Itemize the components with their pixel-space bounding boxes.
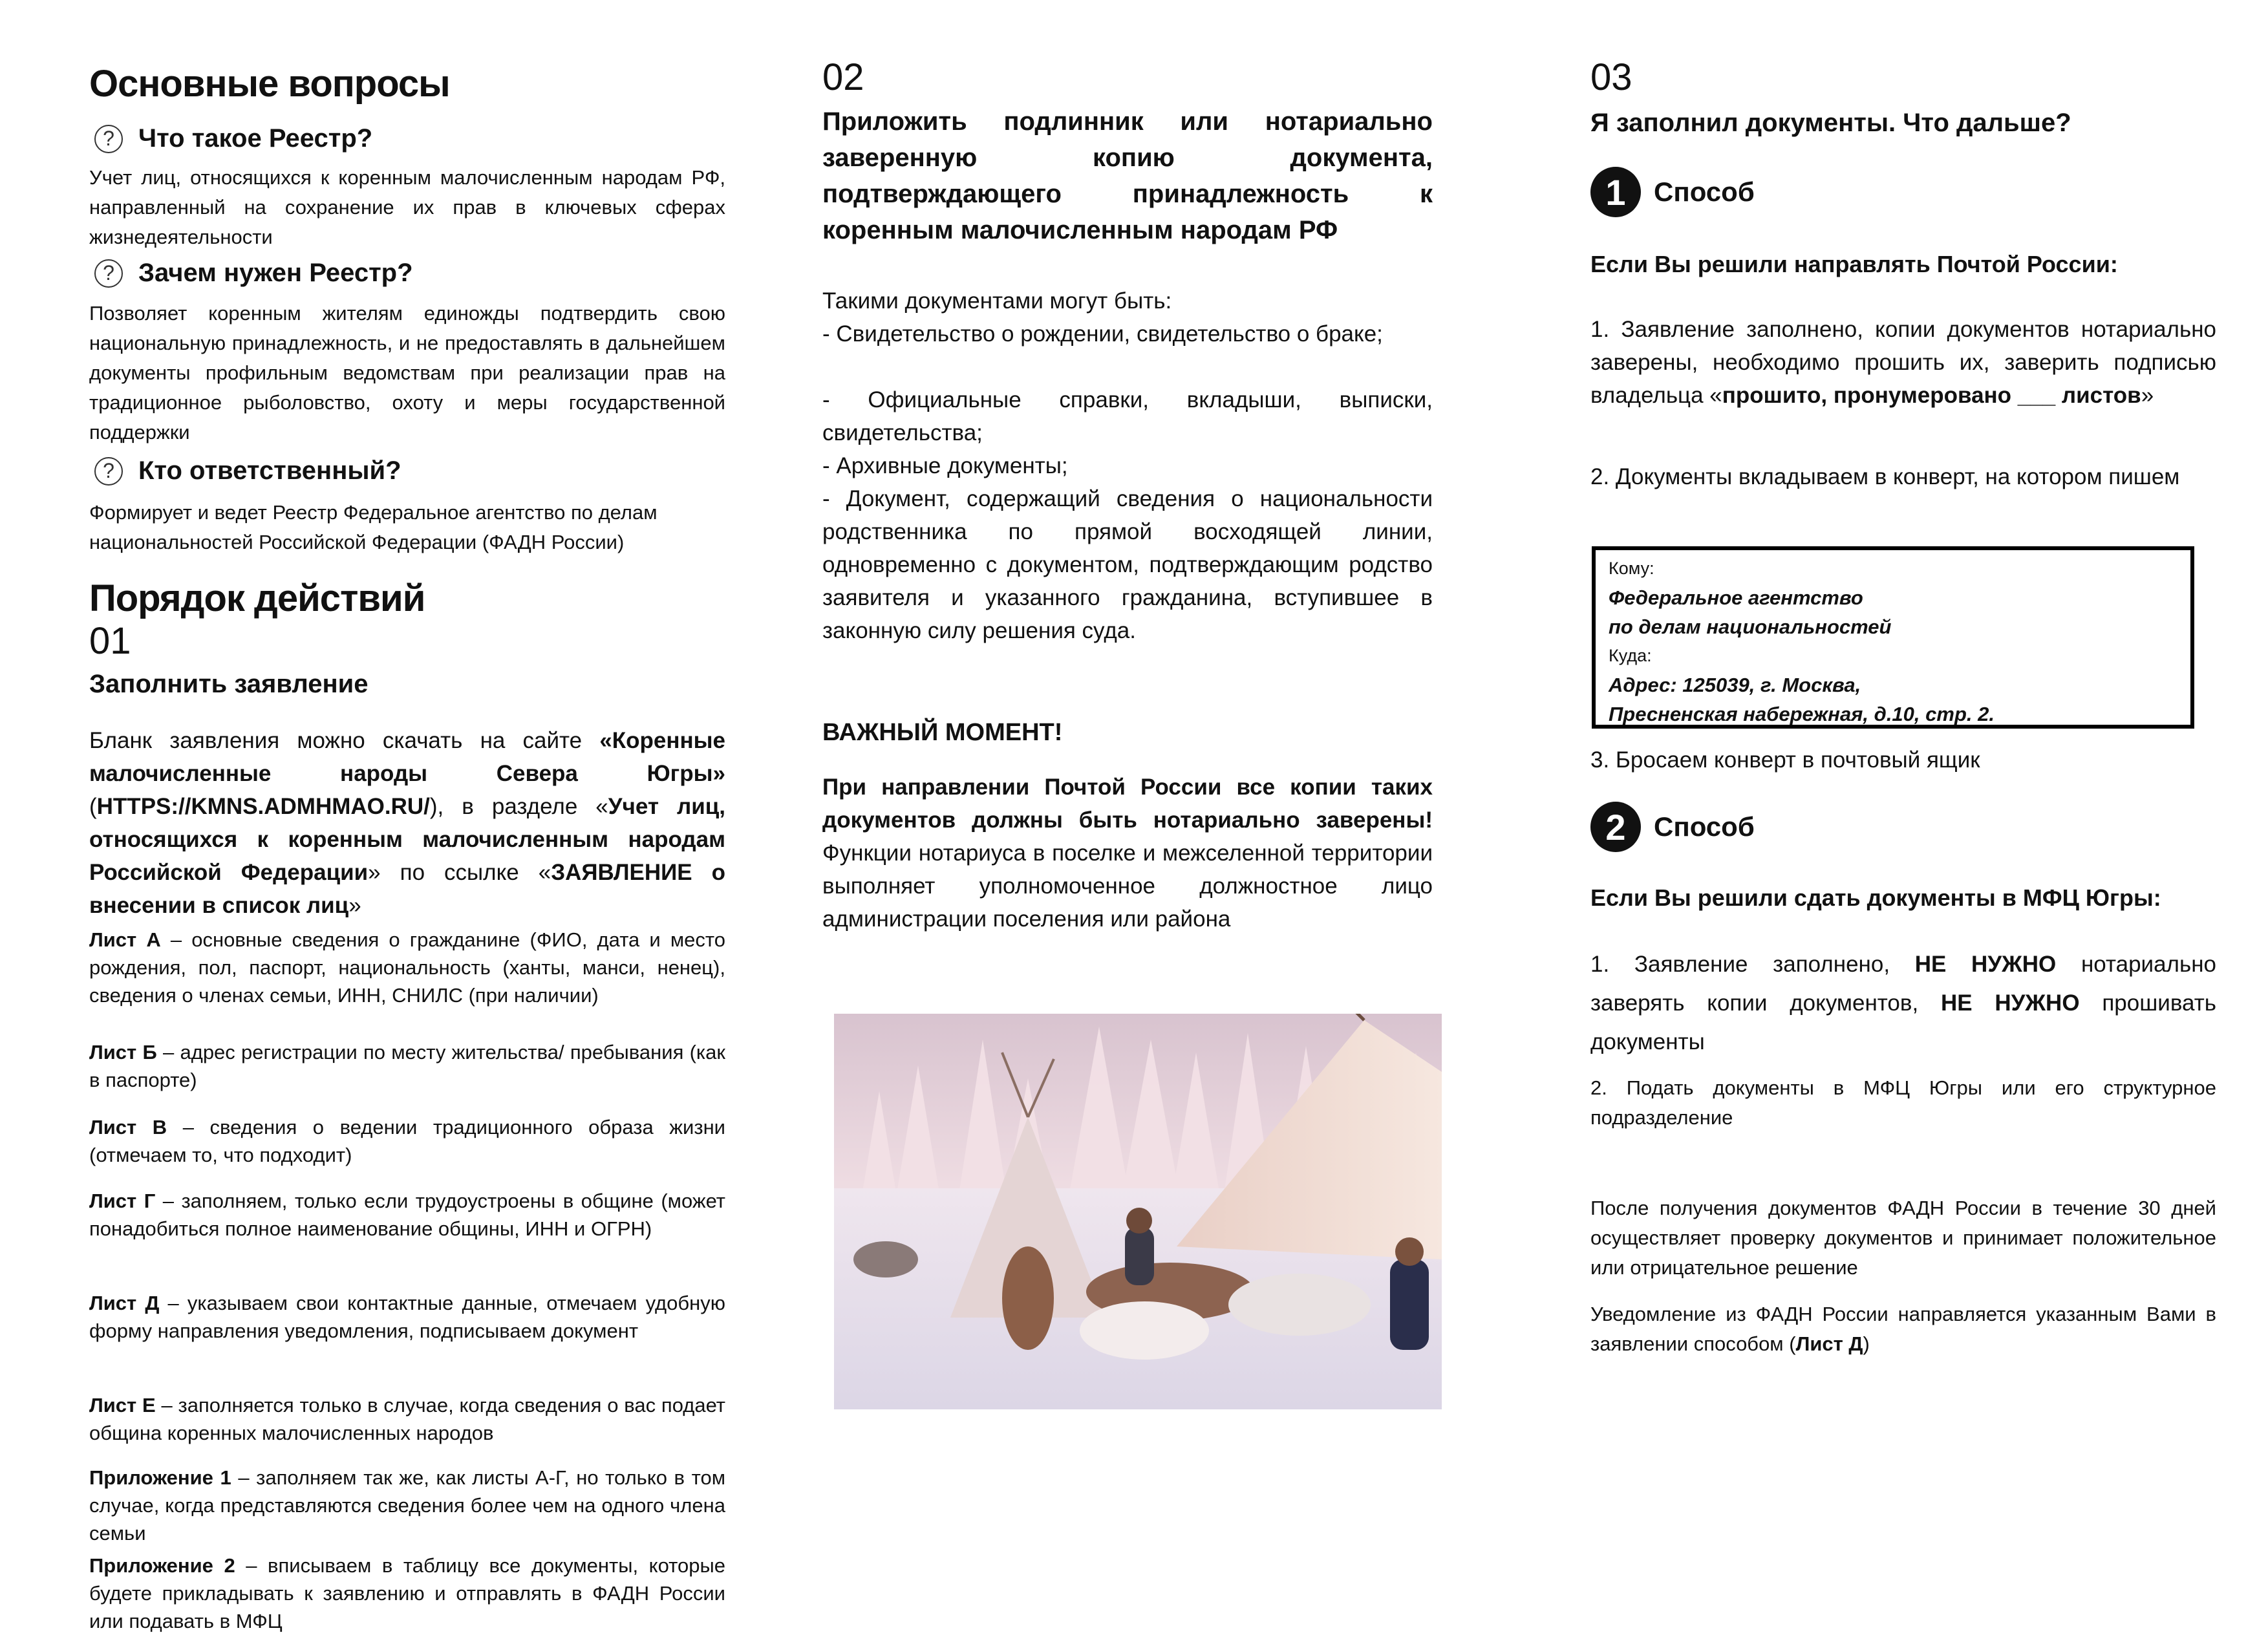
faq-question-text: Зачем нужен Реестр?	[138, 259, 413, 287]
important-title: ВАЖНЫЙ МОМЕНТ!	[822, 719, 1063, 746]
docs-intro: Такими документами могут быть:	[822, 288, 1172, 314]
number-1-badge-icon: 1	[1590, 167, 1641, 217]
notification-text: Уведомление из ФАДН России направляется указанным Вами в заявлении способом (Лист Д)	[1590, 1303, 2216, 1355]
method-2-step-1: 1. Заявление заполнено, НЕ НУЖНО нотариально заверять копии документов, НЕ НУЖНО прошивать документы	[1590, 952, 2217, 1054]
sheet-item: Лист В – сведения о ведении традиционного образа жизни (отмечаем то, что подходит)	[89, 1116, 726, 1166]
method-2-heading: 2 Способ	[1590, 802, 1755, 852]
question-circle-icon: ?	[94, 259, 123, 288]
faq-question-1	[94, 124, 372, 153]
step3-number: 03	[1590, 56, 1632, 98]
reindeer-camp-photo	[834, 1014, 1442, 1409]
step1-title: Заполнить заявление	[89, 670, 369, 698]
question-circle-icon: ?	[94, 457, 123, 486]
where-label: Куда:	[1609, 646, 1652, 665]
step3-title: Я заполнил документы. Что дальше?	[1590, 109, 2071, 137]
faq-question-text: Что такое Реестр?	[138, 124, 373, 153]
question-circle-icon: ?	[94, 125, 123, 153]
site-name: «Коренные малочисленные народы Севера Югры»	[89, 728, 725, 786]
docs-item: - Архивные документы;	[822, 453, 1068, 478]
recipient-line: по делам национальностей	[1609, 615, 1892, 638]
appendix-item: Приложение 2 – вписываем в таблицу все документы, которые будете прикладывать к заявлению и отправлять в ФАДН России или подавать в МФЦ	[89, 1554, 725, 1632]
step1-intro: Бланк заявления можно скачать на сайте «Коренные малочисленные народы Севера Югры» (HTTPS://KMNS.ADMHMAO.RU/), в разделе «Учет лиц, относящихся к коренным малочисленным народам Российской Федерации» по ссылке «ЗАЯВЛЕНИЕ о внесении в список лиц»	[89, 728, 726, 918]
important-text: При направлении Почтой России все копии таких документов должны быть нотариально заверены! Функции нотариуса в поселке и межселенной территории выполняет уполномоченное должностное лицо администрации поселения или района	[822, 775, 1433, 932]
recipient-line: Федеральное агентство	[1609, 586, 1863, 609]
address-line: Пресненская набережная, д.10, стр. 2.	[1609, 703, 1995, 725]
faq-question-3	[94, 456, 401, 486]
sheet-item: Лист Г – заполняем, только если трудоустроены в общине (может понадобиться полное наименование общины, ИНН и ОГРН)	[89, 1190, 726, 1240]
method-1-step-1: 1. Заявление заполнено, копии документов нотариально заверены, необходимо прошить их, заверить подписью владельца «прошито, пронумеровано ___ листов»	[1590, 317, 2216, 408]
section-name: Учет лиц, относящихся к коренным малочисленным народам Российской Федерации	[89, 794, 726, 885]
method-1-step-3: 3. Бросаем конверт в почтовый ящик	[1590, 747, 1980, 773]
step2-title: Приложить подлинник или нотариально заверенную копию документа, подтверждающего принадлежность к коренным малочисленным народам РФ	[822, 107, 1433, 244]
site-url-link[interactable]: HTTPS://KMNS.ADMHMAO.RU/	[96, 794, 430, 819]
sheet-item: Лист Д – указываем свои контактные данные, отмечаем удобную форму направления уведомления, подписываем документ	[89, 1292, 725, 1342]
appendix-item: Приложение 1 – заполняем так же, как листы А-Г, но только в том случае, когда представляются сведения более чем на одного члена семьи	[89, 1466, 726, 1544]
faq-answer-3: Формирует и ведет Реестр Федеральное агентство по делам национальностей Российской Федерации (ФАДН России)	[89, 501, 658, 553]
faq-answer-1: Учет лиц, относящихся к коренным малочисленным народам РФ, направленный на сохранение их прав в ключевых сферах жизнедеятельности	[89, 166, 725, 248]
faq-answer-2: Позволяет коренным жителям единожды подтвердить свою национальную принадлежность, и не предоставлять в дальнейшем документы профильным ведомствам при реализации прав на традиционное рыболовство, охоту и меры государственной поддержки	[89, 302, 725, 443]
docs-item: - Свидетельство о рождении, свидетельство о браке;	[822, 321, 1383, 347]
address-line: Адрес: 125039, г. Москва,	[1609, 674, 1861, 696]
sheet-item: Лист Б – адрес регистрации по месту жительства/ пребывания (как в паспорте)	[89, 1041, 725, 1091]
to-label: Кому:	[1609, 559, 1654, 578]
faq-title: Основные вопросы	[89, 63, 450, 105]
sheet-item: Лист А – основные сведения о гражданине (ФИО, дата и место рождения, пол, паспорт, национальность (ханты, манси, ненец), сведения о членах семьи, ИНН, СНИЛС (при наличии)	[89, 928, 725, 1007]
method-1-step-2: 2. Документы вкладываем в конверт, на котором пишем	[1590, 464, 2180, 489]
method-2-step-2: 2. Подать документы в МФЦ Югры или его структурное подразделение	[1590, 1076, 2216, 1129]
faq-question-2	[94, 259, 413, 288]
step1-number: 01	[89, 620, 131, 662]
envelope-address-box	[1592, 546, 2194, 729]
application-link[interactable]: ЗАЯВЛЕНИЕ о внесении в список лиц	[89, 860, 725, 918]
method-1-condition: Если Вы решили направлять Почтой России:	[1590, 251, 2118, 277]
faq-question-text: Кто ответственный?	[138, 456, 401, 485]
sheet-item: Лист Е – заполняется только в случае, когда сведения о вас подает община коренных малочисленных народов	[89, 1394, 725, 1444]
method-2-condition: Если Вы решили сдать документы в МФЦ Югры:	[1590, 884, 2161, 911]
after-submission-text: После получения документов ФАДН России в течение 30 дней осуществляет проверку документов и принимает положительное или отрицательное решение	[1590, 1197, 2216, 1279]
step2-number: 02	[822, 56, 864, 98]
procedure-title: Порядок действий	[89, 577, 425, 619]
docs-item: - Официальные справки, вкладыши, выписки, свидетельства;	[822, 387, 1433, 445]
docs-item: - Документ, содержащий сведения о национальности родственника по прямой восходящей линии, одновременно с документом, подтверждающим родство заявителя и указанного гражданина, вступившее в законную силу решения суда.	[822, 486, 1433, 643]
number-2-badge-icon: 2	[1590, 802, 1641, 852]
method-1-heading: 1 Способ	[1590, 167, 1755, 217]
